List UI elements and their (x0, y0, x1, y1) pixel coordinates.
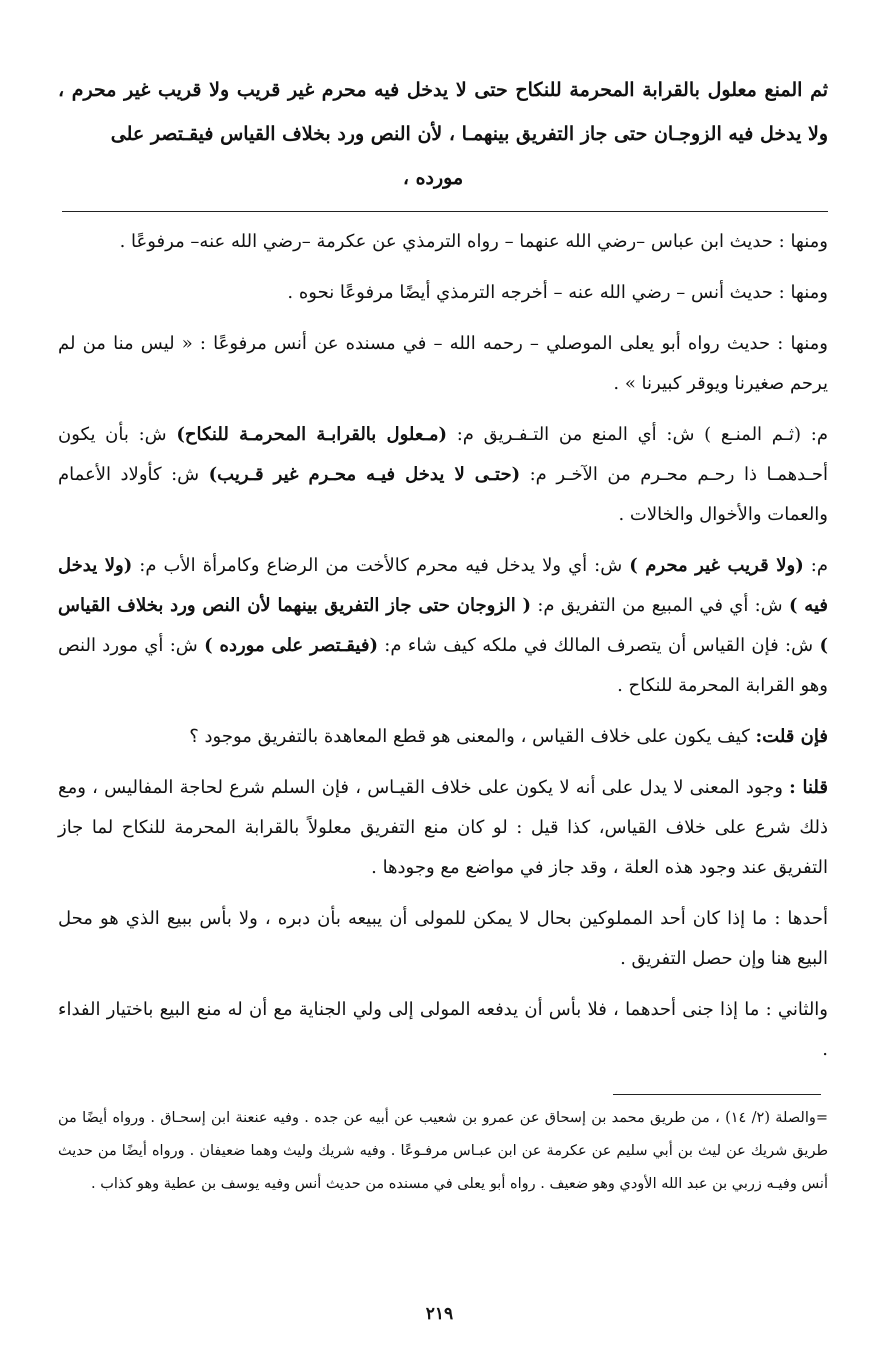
main-text (58, 68, 828, 200)
main-text-line-1: ثم المنع معلول بالقرابة المحرمة للنكاح حتى لا يدخل فيه محرم غير قريب ولا قريب غير محرم ، (58, 79, 828, 101)
main-text-line-2: ولا يدخل فيه الزوجـان حتى جاز التفريق بينهمـا ، لأن النص ورد بخلاف القياس فيقـتصر على (110, 123, 828, 145)
main-divider (62, 211, 828, 212)
paragraph-hadith-abu-yala: ومنها : حديث رواه أبو يعلى الموصلي – رحمه الله – في مسنده عن أنس مرفوعًا : « ليس منا من لم يرحم صغيرنا ويوقر كبيرنا » . (58, 333, 828, 394)
main-text-line-3: مورده ، (402, 167, 464, 189)
footnotes (58, 1102, 828, 1201)
paragraph-question: فإن قلت: كيف يكون على خلاف القياس ، والمعنى هو قطع المعاهدة بالتفريق موجود ؟ (189, 726, 828, 747)
paragraph-explanation-1: م: (ثـم المنـع ) ش: أي المنع من التـفـريق م: (مـعلول بالقرابـة المحرمـة للنكاح) ش: بأن يكون أحـدهمـا ذا رحـم محـرم من الآخـر م: (حتـى لا يدخل فيـه محـرم غير قـريب) ش: كأولاد الأعمام والعمات والأخوال والخالات . (58, 424, 828, 525)
paragraph-hadith-ibn-abbas: ومنها : حديث ابن عباس –رضي الله عنهما – رواه الترمذي عن عكرمة –رضي الله عنه– مرفوعًا . (119, 231, 828, 252)
paragraph-answer: قلنا : وجود المعنى لا يدل على أنه لا يكون على خلاف القيـاس ، فإن السلم شرع لحاجة المفاليس ، ومع ذلك شرع على خلاف القياس، كذا قيل : لو كان منع التفريق معلولاً بالقرابة المحرمة للنكاح لما جاز التفريق عند وجود هذه العلة ، وقد جاز في مواضع مع وجودها . (58, 777, 829, 878)
commentary (58, 222, 828, 1081)
paragraph-hadith-anas: ومنها : حديث أنس – رضي الله عنه – أخرجه الترمذي أيضًا مرفوعًا نحوه . (287, 282, 828, 303)
paragraph-explanation-2: م: (ولا قريب غير محرم ) ش: أي ولا يدخل فيه محرم كالأخت من الرضاع وكامرأة الأب م: (ولا يدخل فيه ) ش: أي في المبيع من التفريق م: ( الزوجان حتى جاز التفريق بينهما لأن النص ورد بخلاف القياس ) ش: فإن القياس أن يتصرف المالك في ملكه كيف شاء م: (فيقـتصر على مورده ) ش: أي مورد النص وهو القرابة المحرمة للنكاح . (58, 555, 828, 696)
footnote-divider (613, 1094, 821, 1095)
paragraph-second-case: والثاني : ما إذا جنى أحدهما ، فلا بأس أن يدفعه المولى إلى ولي الجناية مع أن له منع البيع باختيار الفداء . (58, 999, 828, 1060)
footnote-text: =والصلة (٢/ ١٤) ، من طريق محمد بن إسحاق عن عمرو بن شعيب عن أبيه عن جده . وفيه عنعنة ابن إسحـاق . ورواه أيضًا من طريق شريك عن ليث بن أبي سليم عن عكرمة عن ابن عبـاس مرفـوعًا . وفيه شريك وليث وهما ضعيفان . ورواه أيضًا من حديث أنس وفيـه زربي بن عبد الله الأودي وهو ضعيف . رواه أبو يعلى في مسنده من حديث أنس وفيه يوسف بن عطية وهو كذاب . (58, 1110, 829, 1192)
page-number: ٢١٩ (425, 1304, 454, 1324)
paragraph-first-case: أحدها : ما إذا كان أحد المملوكين بحال لا يمكن للمولى أن يبيعه بأن دبره ، ولا بأس ببيع الذي هو محل البيع هنا وإن حصل التفريق . (58, 908, 828, 969)
